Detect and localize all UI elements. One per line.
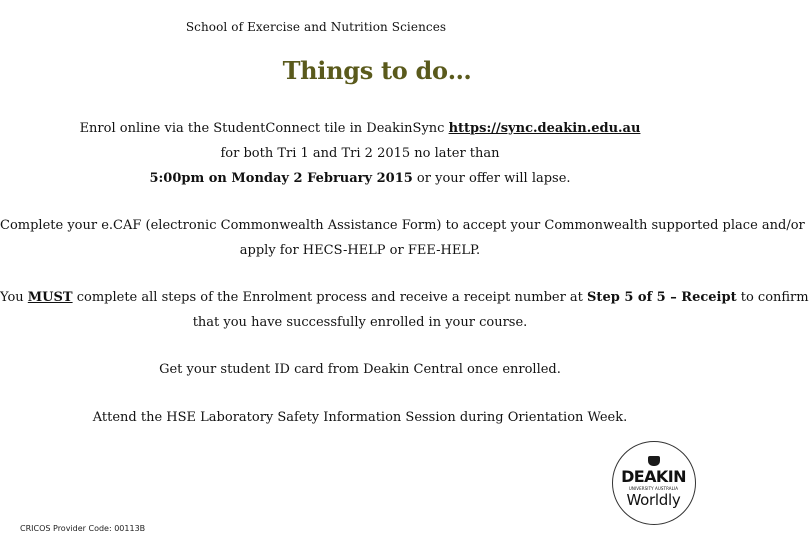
- must-emphasis: MUST: [27, 290, 73, 305]
- deakin-sync-link[interactable]: https://sync.deakin.edu.au: [448, 121, 641, 136]
- enrol-line-1: [0, 116, 720, 141]
- receipt-step: Step 5 of 5 – Receipt: [587, 290, 737, 305]
- logo-tagline: Worldly: [626, 491, 681, 509]
- must-line-2: that you have successfully enrolled in your course.: [192, 315, 528, 330]
- must-line-1: [0, 285, 809, 310]
- must-paragraph: [0, 285, 809, 335]
- page-title: Things to do…: [282, 56, 472, 85]
- ecaf-paragraph: [0, 213, 805, 263]
- enrol-line-3: [0, 166, 720, 191]
- enrol-line-3-rest: or your offer will lapse.: [412, 171, 571, 186]
- enrol-paragraph: [0, 116, 720, 191]
- deakin-logo: [612, 441, 696, 525]
- must-mid: complete all steps of the Enrolment process and receive a receipt number at: [72, 290, 588, 305]
- must-pre: You: [0, 290, 28, 305]
- ecaf-line-2: apply for HECS-HELP or FEE-HELP.: [239, 243, 481, 258]
- enrol-deadline: 5:00pm on Monday 2 February 2015: [149, 171, 413, 186]
- must-post: to confirm: [736, 290, 809, 305]
- enrol-line-1-text: Enrol online via the StudentConnect tile in DeakinSync: [79, 121, 449, 136]
- ecaf-line-1: Complete your e.CAF (electronic Commonwealth Assistance Form) to accept your Commonwealth supported place and/or: [0, 218, 805, 233]
- cricos-code: CRICOS Provider Code: 00113B: [20, 524, 146, 533]
- logo-wordmark: DEAKIN: [621, 467, 686, 486]
- school-name: School of Exercise and Nutrition Sciences: [185, 20, 447, 34]
- enrol-line-2: for both Tri 1 and Tri 2 2015 no later than: [220, 146, 500, 161]
- crest-icon: [648, 456, 660, 466]
- id-card-paragraph: Get your student ID card from Deakin Central once enrolled.: [159, 362, 561, 377]
- hse-paragraph: Attend the HSE Laboratory Safety Information Session during Orientation Week.: [92, 410, 628, 425]
- logo-subtitle: UNIVERSITY AUSTRALIA: [628, 486, 679, 491]
